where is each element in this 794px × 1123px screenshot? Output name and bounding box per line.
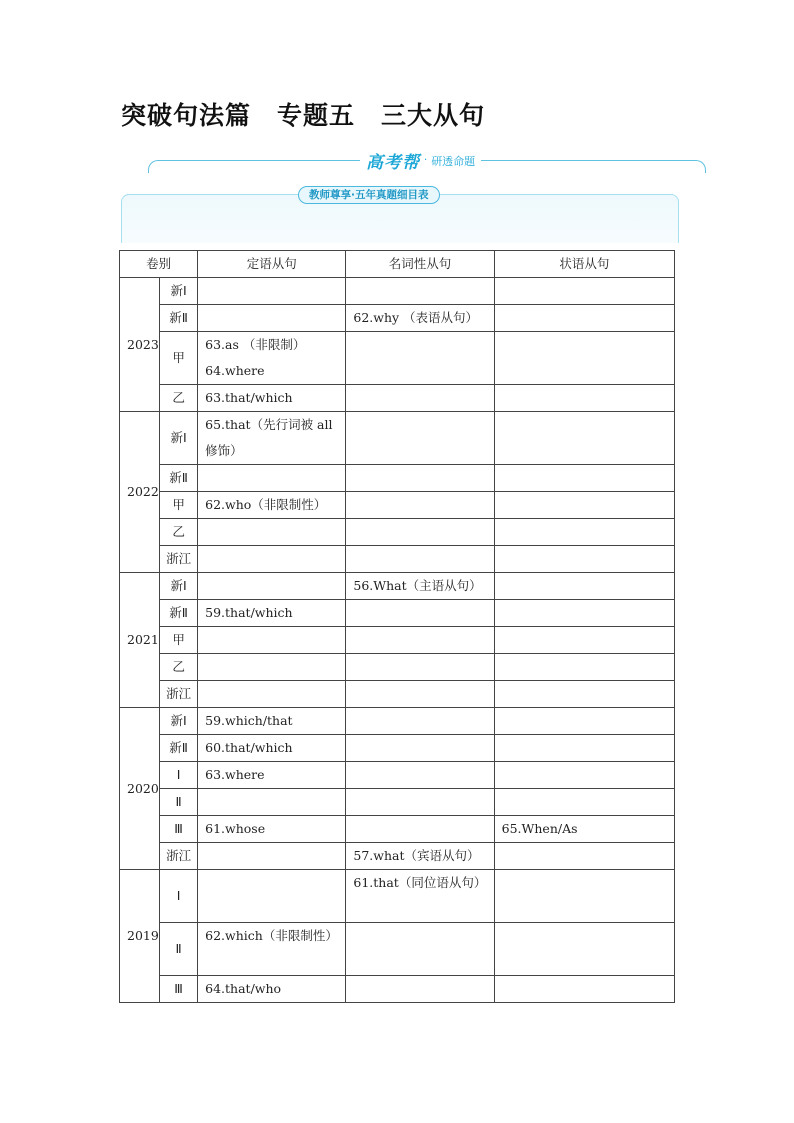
cell-text: 59.which/that (205, 713, 293, 728)
attributive-clause-cell (198, 546, 346, 573)
paper-cell: 新Ⅰ (160, 573, 198, 600)
header-adverbial: 状语从句 (494, 251, 674, 278)
paper-cell: Ⅰ (160, 762, 198, 789)
noun-clause-cell (346, 546, 494, 573)
attributive-clause-cell (198, 681, 346, 708)
paper-cell: 新Ⅰ (160, 708, 198, 735)
adverbial-clause-cell (494, 843, 674, 870)
noun-clause-cell (346, 708, 494, 735)
table-row (120, 735, 675, 762)
cell-text: 63.where (205, 767, 265, 782)
paper-cell: 新Ⅱ (160, 305, 198, 332)
paper-cell: 新Ⅱ (160, 735, 198, 762)
table-row (120, 332, 675, 385)
noun-clause-cell (346, 735, 494, 762)
noun-clause-cell (346, 465, 494, 492)
attributive-clause-cell (198, 385, 346, 412)
teacher-label: 教师尊享·五年真题细目表 (298, 186, 440, 204)
table-row (120, 412, 675, 465)
banner-badge (360, 148, 481, 173)
banner-dot: · (424, 155, 428, 166)
table-row (120, 627, 675, 654)
noun-clause-cell (346, 573, 494, 600)
noun-clause-cell (346, 492, 494, 519)
year-cell: 2023 (120, 278, 160, 412)
banner-sub: 研透命题 (431, 154, 476, 168)
noun-clause-cell (346, 762, 494, 789)
table-row (120, 573, 675, 600)
adverbial-clause-cell (494, 573, 674, 600)
adverbial-clause-cell (494, 305, 674, 332)
cell-text: 57.what（宾语从句） (353, 848, 480, 863)
cell-text: 65.When/As (501, 821, 578, 836)
banner-brand: 高考帮 (366, 153, 420, 173)
adverbial-clause-cell (494, 278, 674, 305)
table-row (120, 976, 675, 1003)
table-row (120, 789, 675, 816)
noun-clause-cell (346, 816, 494, 843)
noun-clause-cell (346, 843, 494, 870)
cell-text: 59.that/which (205, 605, 293, 620)
attributive-clause-cell (198, 305, 346, 332)
noun-clause-cell (346, 305, 494, 332)
noun-clause-cell (346, 870, 494, 923)
paper-cell: Ⅰ (160, 870, 198, 923)
noun-clause-cell (346, 332, 494, 385)
adverbial-clause-cell (494, 923, 674, 976)
adverbial-clause-cell (494, 789, 674, 816)
noun-clause-cell (346, 681, 494, 708)
attributive-clause-cell (198, 843, 346, 870)
adverbial-clause-cell (494, 332, 674, 385)
attributive-clause-cell (198, 923, 346, 976)
paper-cell: 浙江 (160, 681, 198, 708)
table-row (120, 870, 675, 923)
adverbial-clause-cell (494, 600, 674, 627)
cell-text: 65.that（先行词被 all 修饰） (205, 417, 333, 458)
table-row (120, 923, 675, 976)
table-row (120, 465, 675, 492)
attributive-clause-cell (198, 976, 346, 1003)
table-row (120, 708, 675, 735)
attributive-clause-cell (198, 870, 346, 923)
table-row (120, 600, 675, 627)
header-attributive: 定语从句 (198, 251, 346, 278)
cell-text: 61.that（同位语从句） (353, 875, 487, 890)
noun-clause-cell (346, 600, 494, 627)
year-cell: 2019 (120, 870, 160, 1003)
cell-text: 61.whose (205, 821, 266, 836)
noun-clause-cell (346, 654, 494, 681)
exam-table (119, 250, 675, 1003)
noun-clause-cell (346, 923, 494, 976)
table-row (120, 492, 675, 519)
table-body (120, 278, 675, 1003)
table-row (120, 546, 675, 573)
adverbial-clause-cell (494, 708, 674, 735)
attributive-clause-cell (198, 708, 346, 735)
attributive-clause-cell (198, 519, 346, 546)
paper-cell: 新Ⅱ (160, 465, 198, 492)
paper-cell: 甲 (160, 492, 198, 519)
cell-text: 62.which（非限制性） (205, 928, 338, 943)
adverbial-clause-cell (494, 816, 674, 843)
adverbial-clause-cell (494, 762, 674, 789)
adverbial-clause-cell (494, 976, 674, 1003)
attributive-clause-cell (198, 762, 346, 789)
cell-text: 62.why （表语从句） (353, 310, 479, 325)
paper-cell: Ⅲ (160, 976, 198, 1003)
cell-text: 63.as （非限制） 64.where (205, 337, 306, 378)
attributive-clause-cell (198, 278, 346, 305)
cell-text: 64.that/who (205, 981, 282, 996)
adverbial-clause-cell (494, 385, 674, 412)
noun-clause-cell (346, 385, 494, 412)
attributive-clause-cell (198, 492, 346, 519)
table-row (120, 816, 675, 843)
attributive-clause-cell (198, 789, 346, 816)
cell-text: 56.What（主语从句） (353, 578, 482, 593)
adverbial-clause-cell (494, 492, 674, 519)
table-row (120, 278, 675, 305)
adverbial-clause-cell (494, 654, 674, 681)
paper-cell: 乙 (160, 519, 198, 546)
paper-cell: 新Ⅱ (160, 600, 198, 627)
table-row (120, 681, 675, 708)
header-paper: 卷别 (120, 251, 198, 278)
paper-cell: 浙江 (160, 843, 198, 870)
attributive-clause-cell (198, 600, 346, 627)
year-cell: 2022 (120, 412, 160, 573)
adverbial-clause-cell (494, 870, 674, 923)
adverbial-clause-cell (494, 735, 674, 762)
adverbial-clause-cell (494, 627, 674, 654)
attributive-clause-cell (198, 816, 346, 843)
paper-cell: 甲 (160, 332, 198, 385)
year-cell: 2020 (120, 708, 160, 870)
header-noun: 名词性从句 (346, 251, 494, 278)
attributive-clause-cell (198, 332, 346, 385)
paper-cell: Ⅱ (160, 923, 198, 976)
table-row (120, 654, 675, 681)
noun-clause-cell (346, 412, 494, 465)
paper-cell: 新Ⅰ (160, 412, 198, 465)
paper-cell: 新Ⅰ (160, 278, 198, 305)
attributive-clause-cell (198, 654, 346, 681)
adverbial-clause-cell (494, 546, 674, 573)
attributive-clause-cell (198, 735, 346, 762)
paper-cell: 乙 (160, 385, 198, 412)
paper-cell: 甲 (160, 627, 198, 654)
table-row (120, 519, 675, 546)
noun-clause-cell (346, 278, 494, 305)
noun-clause-cell (346, 976, 494, 1003)
adverbial-clause-cell (494, 519, 674, 546)
paper-cell: Ⅱ (160, 789, 198, 816)
paper-cell: 乙 (160, 654, 198, 681)
adverbial-clause-cell (494, 465, 674, 492)
cell-text: 60.that/which (205, 740, 293, 755)
table-row (120, 843, 675, 870)
noun-clause-cell (346, 519, 494, 546)
cell-text: 62.who（非限制性） (205, 497, 327, 512)
page-title: 突破句法篇 专题五 三大从句 (121, 101, 486, 130)
attributive-clause-cell (198, 627, 346, 654)
adverbial-clause-cell (494, 681, 674, 708)
attributive-clause-cell (198, 573, 346, 600)
table-row (120, 762, 675, 789)
attributive-clause-cell (198, 465, 346, 492)
noun-clause-cell (346, 789, 494, 816)
paper-cell: 浙江 (160, 546, 198, 573)
paper-cell: Ⅲ (160, 816, 198, 843)
noun-clause-cell (346, 627, 494, 654)
year-cell: 2021 (120, 573, 160, 708)
table-row (120, 385, 675, 412)
table-row (120, 305, 675, 332)
attributive-clause-cell (198, 412, 346, 465)
adverbial-clause-cell (494, 412, 674, 465)
cell-text: 63.that/which (205, 390, 293, 405)
